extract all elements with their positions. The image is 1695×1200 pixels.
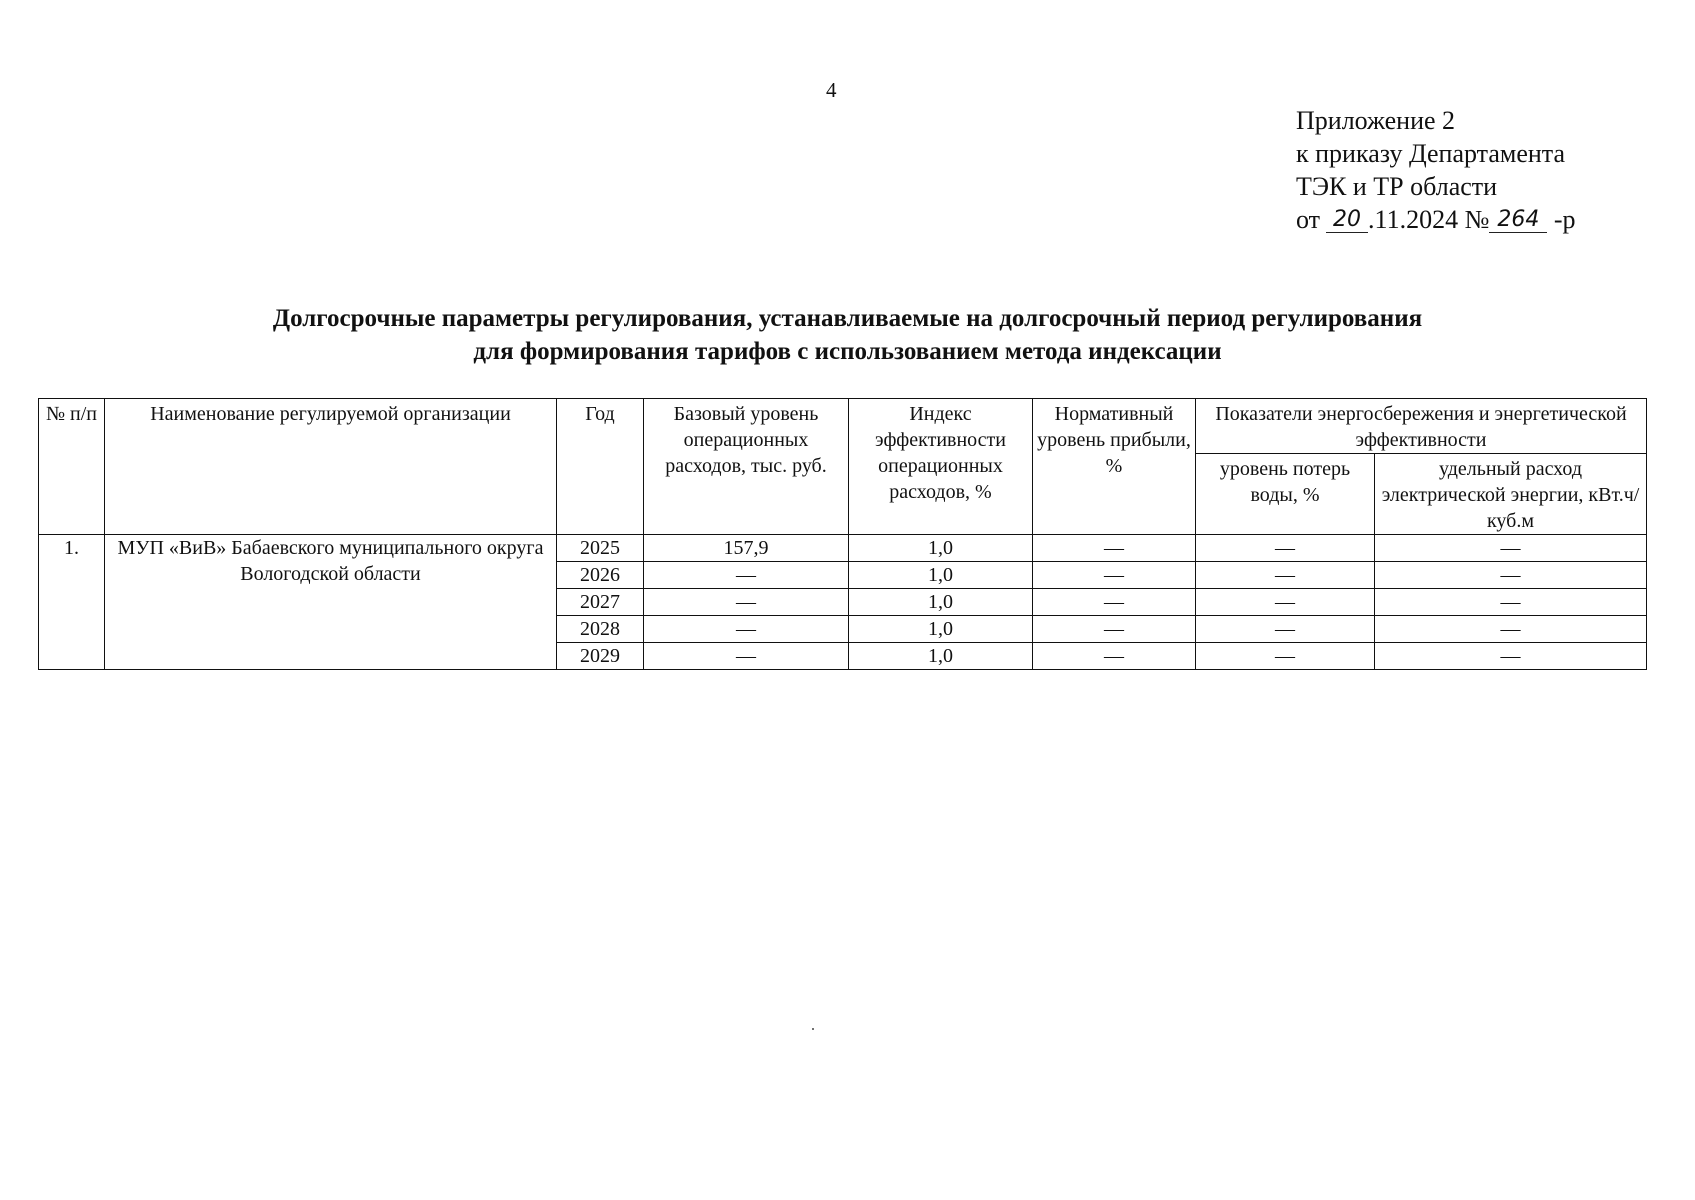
cell-water-loss: — xyxy=(1196,535,1375,562)
cell-profit-level: — xyxy=(1033,643,1196,670)
cell-efficiency-index: 1,0 xyxy=(849,616,1033,643)
cell-base-opex: 157,9 xyxy=(644,535,849,562)
header-efficiency-index: Индекс эффективности операционных расходов, % xyxy=(849,399,1033,535)
cell-efficiency-index: 1,0 xyxy=(849,589,1033,616)
date-rest: .11.2024 № xyxy=(1368,205,1490,234)
cell-base-opex: — xyxy=(644,589,849,616)
appendix-block xyxy=(1296,104,1576,236)
date-prefix: от xyxy=(1296,205,1321,234)
header-electricity: удельный расход электрической энергии, кВт.ч/куб.м xyxy=(1375,454,1647,535)
cell-year: 2026 xyxy=(557,562,644,589)
cell-year: 2029 xyxy=(557,643,644,670)
header-profit-level: Нормативный уровень прибыли, % xyxy=(1033,399,1196,535)
cell-water-loss: — xyxy=(1196,616,1375,643)
cell-efficiency-index: 1,0 xyxy=(849,643,1033,670)
org-number: 1. xyxy=(39,535,105,670)
org-name: МУП «ВиВ» Бабаевского муниципального округа Вологодской области xyxy=(105,535,557,670)
scan-speck xyxy=(812,1028,814,1030)
page-number: 4 xyxy=(826,78,837,102)
cell-electricity: — xyxy=(1375,616,1647,643)
cell-profit-level: — xyxy=(1033,589,1196,616)
cell-water-loss: — xyxy=(1196,589,1375,616)
appendix-date-line xyxy=(1296,203,1576,236)
cell-water-loss: — xyxy=(1196,643,1375,670)
handwritten-day: 20 xyxy=(1326,208,1368,233)
cell-year: 2028 xyxy=(557,616,644,643)
appendix-line-3: ТЭК и ТР области xyxy=(1296,172,1498,201)
title-line-1: Долгосрочные параметры регулирования, устанавливаемые на долгосрочный период регулирования xyxy=(272,305,1423,332)
header-water-loss: уровень потерь воды, % xyxy=(1196,454,1375,535)
appendix-line-2: к приказу Департамента xyxy=(1296,139,1566,168)
header-energy-group: Показатели энергосбережения и энергетической эффективности xyxy=(1196,399,1647,454)
parameters-table xyxy=(38,398,1647,670)
cell-efficiency-index: 1,0 xyxy=(849,535,1033,562)
header-year: Год xyxy=(557,399,644,535)
order-suffix: -р xyxy=(1553,205,1576,234)
table-row xyxy=(39,535,1647,562)
header-base-opex: Базовый уровень операционных расходов, тыс. руб. xyxy=(644,399,849,535)
document-title xyxy=(0,302,1695,368)
header-number: № п/п xyxy=(39,399,105,535)
cell-electricity: — xyxy=(1375,643,1647,670)
cell-profit-level: — xyxy=(1033,616,1196,643)
title-line-2: для формирования тарифов с использованием метода индексации xyxy=(473,338,1222,365)
cell-water-loss: — xyxy=(1196,562,1375,589)
cell-year: 2025 xyxy=(557,535,644,562)
cell-electricity: — xyxy=(1375,535,1647,562)
cell-base-opex: — xyxy=(644,643,849,670)
cell-base-opex: — xyxy=(644,616,849,643)
header-organization: Наименование регулируемой организации xyxy=(105,399,557,535)
cell-profit-level: — xyxy=(1033,562,1196,589)
cell-electricity: — xyxy=(1375,562,1647,589)
appendix-line-1: Приложение 2 xyxy=(1296,106,1456,135)
handwritten-order-number: 264 xyxy=(1489,208,1547,233)
cell-efficiency-index: 1,0 xyxy=(849,562,1033,589)
cell-base-opex: — xyxy=(644,562,849,589)
cell-profit-level: — xyxy=(1033,535,1196,562)
cell-year: 2027 xyxy=(557,589,644,616)
cell-electricity: — xyxy=(1375,589,1647,616)
